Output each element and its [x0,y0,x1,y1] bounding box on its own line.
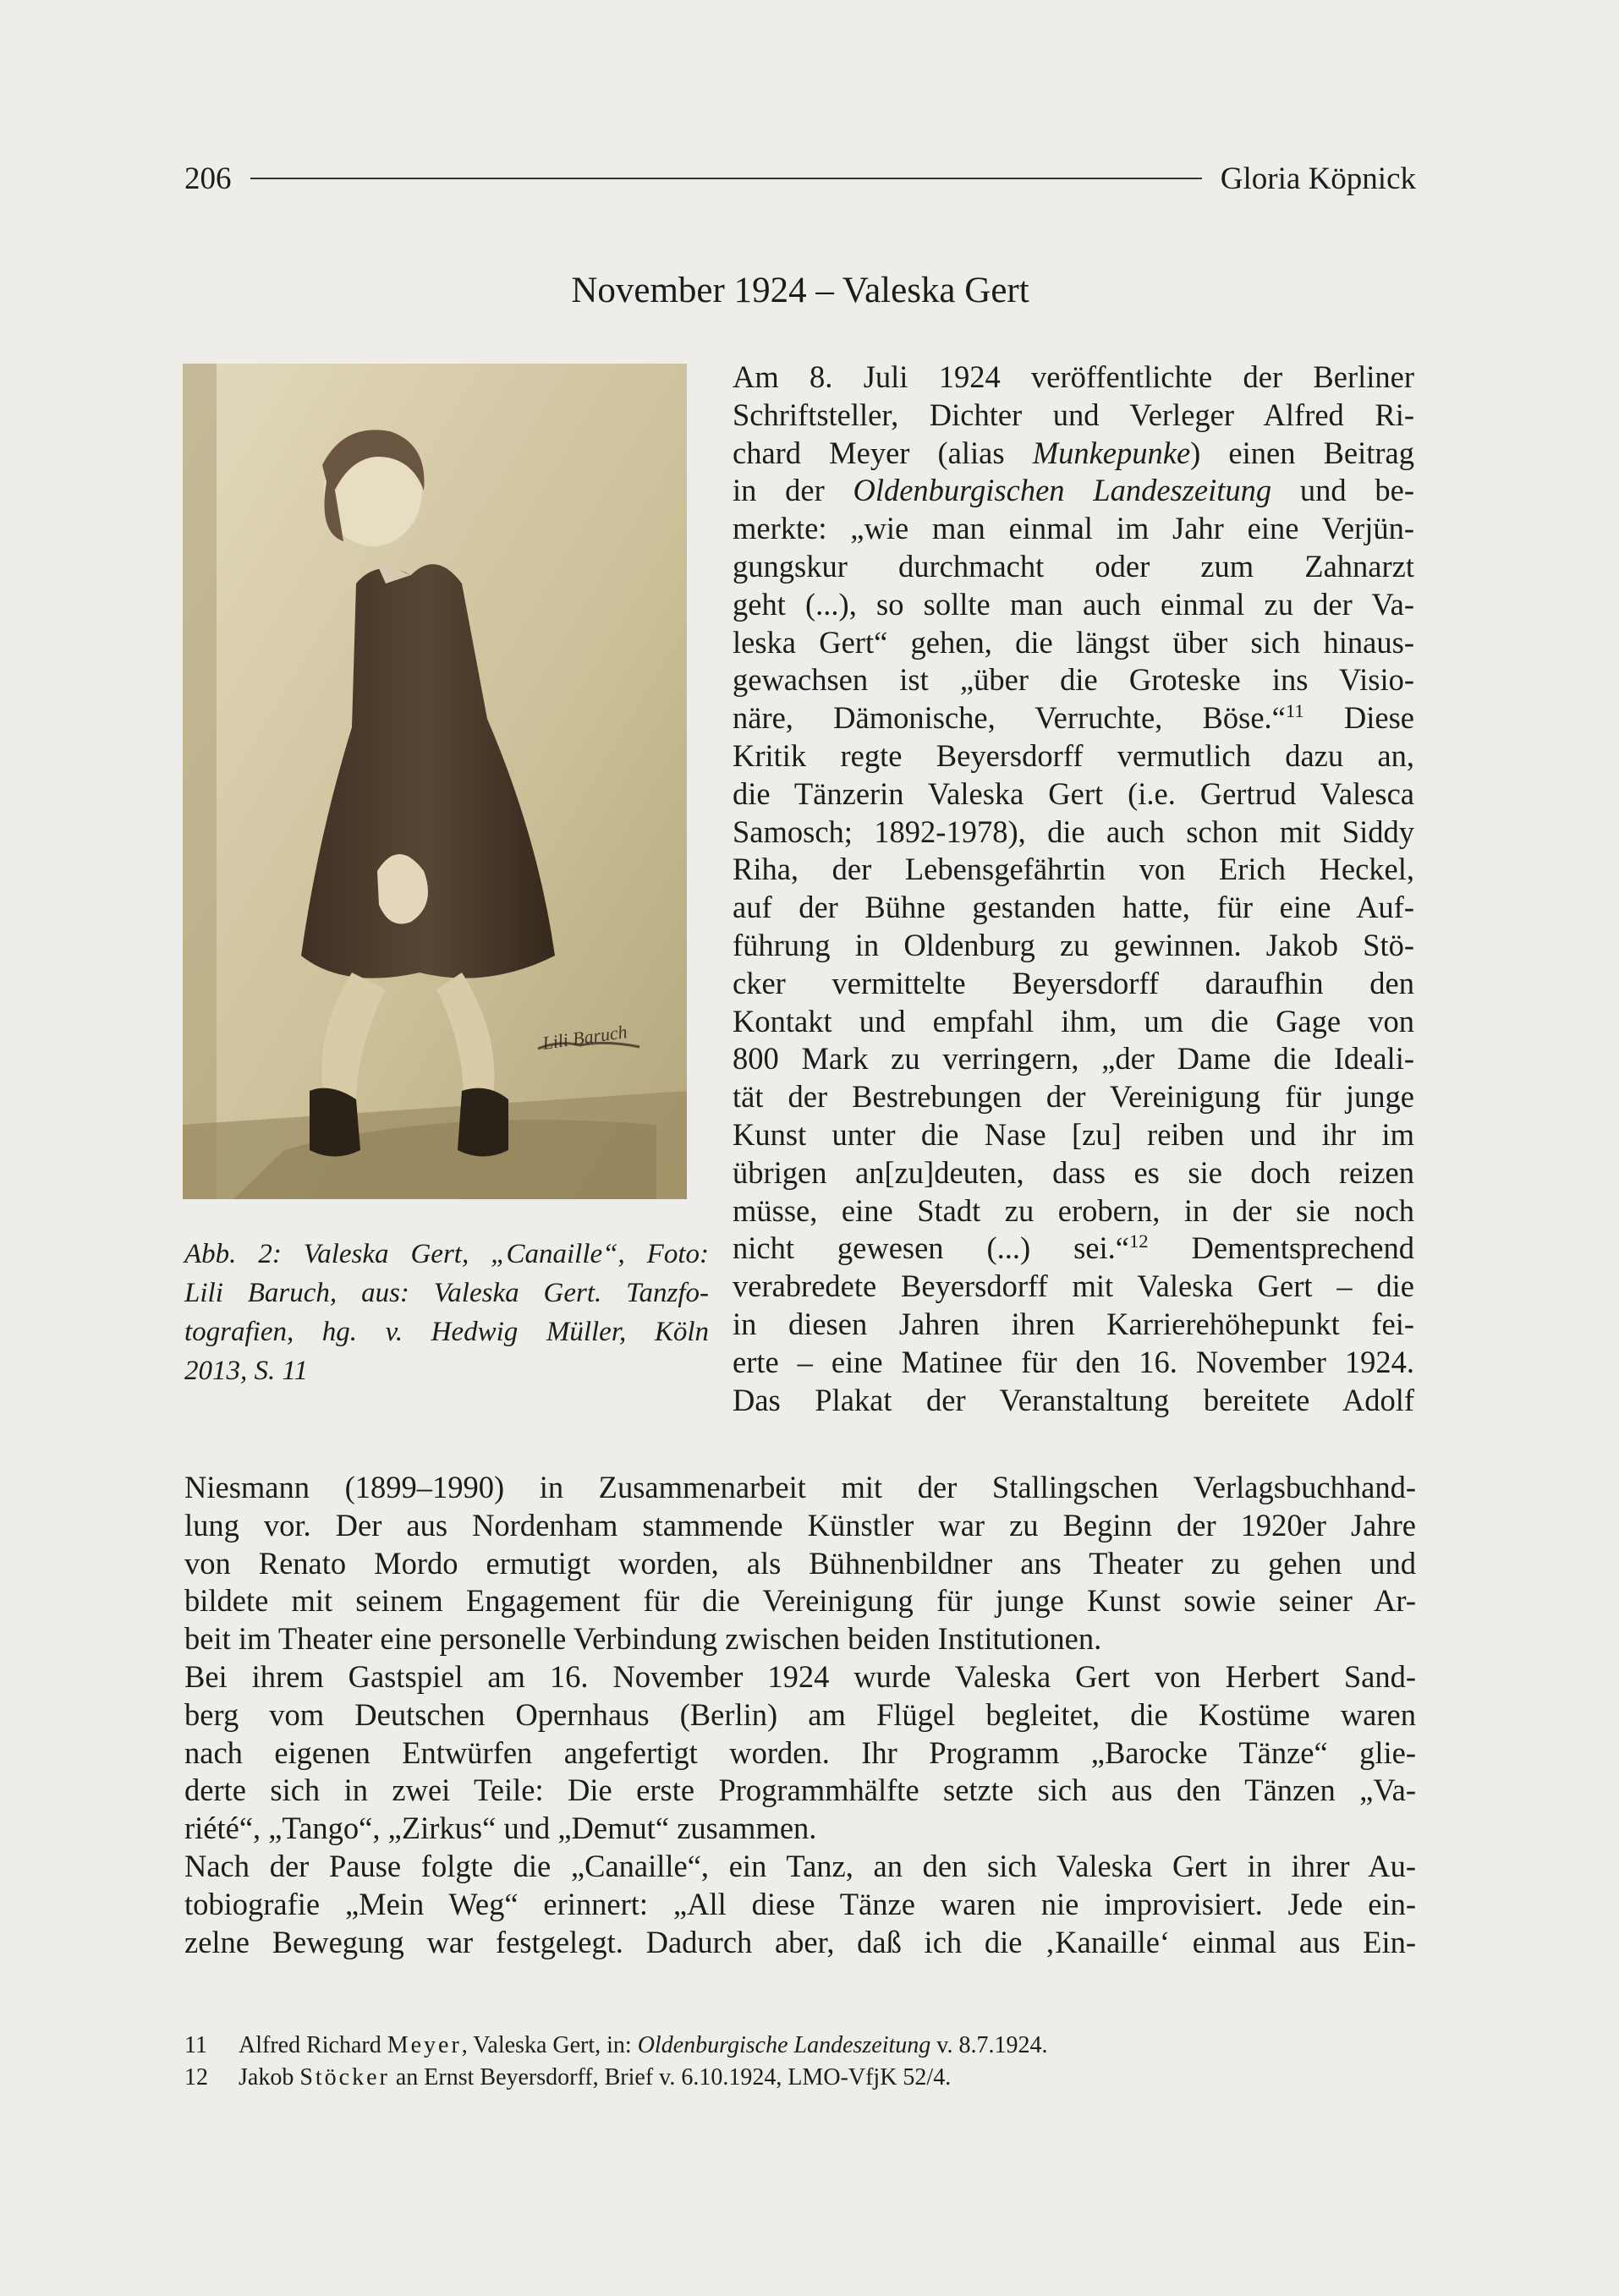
text-line: Riha, der Lebensgefährtin von Erich Heckel, [733,852,1414,887]
text-line: tät der Bestrebungen der Vereinigung für junge [733,1079,1414,1115]
text-line: leska Gert“ gehen, die längst über sich hinaus- [733,624,1414,660]
page-number: 206 [184,161,232,196]
text-line: die Tänzerin Valeska Gert (i.e. Gertrud Valesca [733,775,1414,811]
figure-caption [184,1235,709,1390]
text-line: gungskur durchmacht oder zum Zahnarzt [733,548,1414,584]
text-line: geht (...), so sollte man auch einmal zu der Va- [733,586,1414,622]
text-line: müsse, eine Stadt zu erobern, in der sie noch [733,1192,1414,1228]
text-line: Am 8. Juli 1924 veröffentlichte der Berliner [733,359,1414,394]
text-line: merkte: „wie man einmal im Jahr eine Verjün- [733,511,1414,546]
text-line: verabredete Beyersdorff mit Valeska Gert – die [733,1269,1414,1304]
text-line: Kunst unter die Nase [zu] reiben und ihr im [733,1116,1414,1152]
text-line: in diesen Jahren ihren Karrierehöhepunkt fei- [733,1306,1414,1341]
footnote-text: Alfred Richard Meyer, Valeska Gert, in: Oldenburgische Landeszeitung v. 8.7.1924. [239,2032,1048,2058]
text-line: in der Oldenburgischen Landeszeitung und be- [733,473,1415,508]
text-line: von Renato Mordo ermutigt worden, als Bühnenbildner ans Theater zu gehen und [184,1545,1416,1581]
text-line: übrigen an[zu]deuten, dass es sie doch reizen [733,1154,1414,1190]
text-line: nicht gewesen (...) sei.“$^{12}$ Dementsprechend [733,1230,1414,1266]
header-rule [250,178,1202,179]
footnote-text: Jakob Stöcker an Ernst Beyersdorff, Brief v. 6.10.1924, LMO-VfjK 52/4. [239,2064,952,2091]
text-line: cker vermittelte Beyersdorff daraufhin den [733,965,1414,1000]
text-line: beit im Theater eine personelle Verbindung zwischen beiden Institutionen. [184,1621,1102,1657]
text-line: Schriftsteller, Dichter und Verleger Alfred Ri- [733,397,1414,432]
text-line: Das Plakat der Veranstaltung bereitete Adolf [733,1382,1414,1417]
text-line: riété“, „Tango“, „Zirkus“ und „Demut“ zusammen. [184,1811,817,1846]
dancer-photo-image [183,364,687,1199]
text-line: tobiografie „Mein Weg“ erinnert: „All diese Tänze waren nie improvisiert. Jede ein- [184,1886,1416,1921]
text-line: lung vor. Der aus Nordenham stammende Künstler war zu Beginn der 1920er Jahre [184,1507,1416,1543]
text-line: auf der Bühne gestanden hatte, für eine Auf- [733,890,1414,925]
text-line: 800 Mark zu verringern, „der Dame die Ideali- [733,1041,1414,1077]
text-line: chard Meyer (alias Munkepunke) einen Beitrag [733,435,1414,470]
footnote-number: 11 [184,2032,207,2058]
running-header [184,155,1416,202]
text-line: nach eigenen Entwürfen angefertigt worden. Ihr Programm „Barocke Tänze“ glie- [184,1734,1416,1770]
text-line: Bei ihrem Gastspiel am 16. November 1924 wurde Valeska Gert von Herbert Sand- [184,1658,1416,1694]
footnote-12 [184,2062,1416,2094]
text-line: gewachsen ist „über die Groteske ins Visio- [733,662,1414,698]
caption-line: tografien, hg. v. Hedwig Müller, Köln [184,1317,709,1347]
text-line: bildete mit seinem Engagement für die Vereinigung für junge Kunst sowie seiner Ar- [184,1583,1416,1619]
running-author: Gloria Köpnick [1220,161,1416,196]
caption-line: Abb. 2: Valeska Gert, „Canaille“, Foto: [184,1239,709,1269]
newspaper-name: Oldenburgischen Landeszeitung [853,473,1272,508]
body-text-full-width [184,1469,1416,1961]
text-line: Nach der Pause folgte die „Canaille“, ein Tanz, an den sich Valeska Gert in ihrer Au- [184,1848,1416,1883]
footnote-ref-11: 11 [1285,700,1304,722]
body-text-column [733,359,1414,1419]
text-line: Niesmann (1899–1990) in Zusammenarbeit mit der Stallingschen Verlagsbuchhand- [184,1470,1416,1504]
photographer-signature: Lili Baruch [541,1021,629,1054]
text-line: Samosch; 1892-1978), die auch schon mit Siddy [733,814,1414,849]
figure-photo [183,364,687,1199]
text-line: derte sich in zwei Teile: Die erste Programmhälfte setzte sich aus den Tänzen „Va- [184,1773,1416,1808]
footnotes [184,2030,1416,2094]
text-line: berg vom Deutschen Opernhaus (Berlin) am Flügel begleitet, die Kostüme waren [184,1696,1416,1732]
caption-line: 2013, S. 11 [184,1356,309,1386]
text-line: Kritik regte Beyersdorff vermutlich dazu an, [733,737,1414,773]
text-line: näre, Dämonische, Verruchte, Böse.“$^{11}$ Diese [733,700,1414,736]
text-line: zelne Bewegung war festgelegt. Dadurch aber, daß ich die ‚Kanaille‘ einmal aus Ein- [184,1924,1416,1959]
alias-name: Munkepunke [1032,435,1191,470]
text-line: Kontakt und empfahl ihm, um die Gage von [733,1003,1414,1038]
text-line: führung in Oldenburg zu gewinnen. Jakob Stö- [733,927,1414,962]
footnote-11 [184,2030,1416,2062]
footnote-number: 12 [184,2064,208,2091]
caption-line: Lili Baruch, aus: Valeska Gert. Tanzfo- [184,1278,709,1308]
footnote-ref-12: 12 [1128,1230,1149,1252]
section-title: November 1924 – Valeska Gert [571,271,1029,310]
text-line: erte – eine Matinee für den 16. November 1924. [733,1344,1414,1379]
